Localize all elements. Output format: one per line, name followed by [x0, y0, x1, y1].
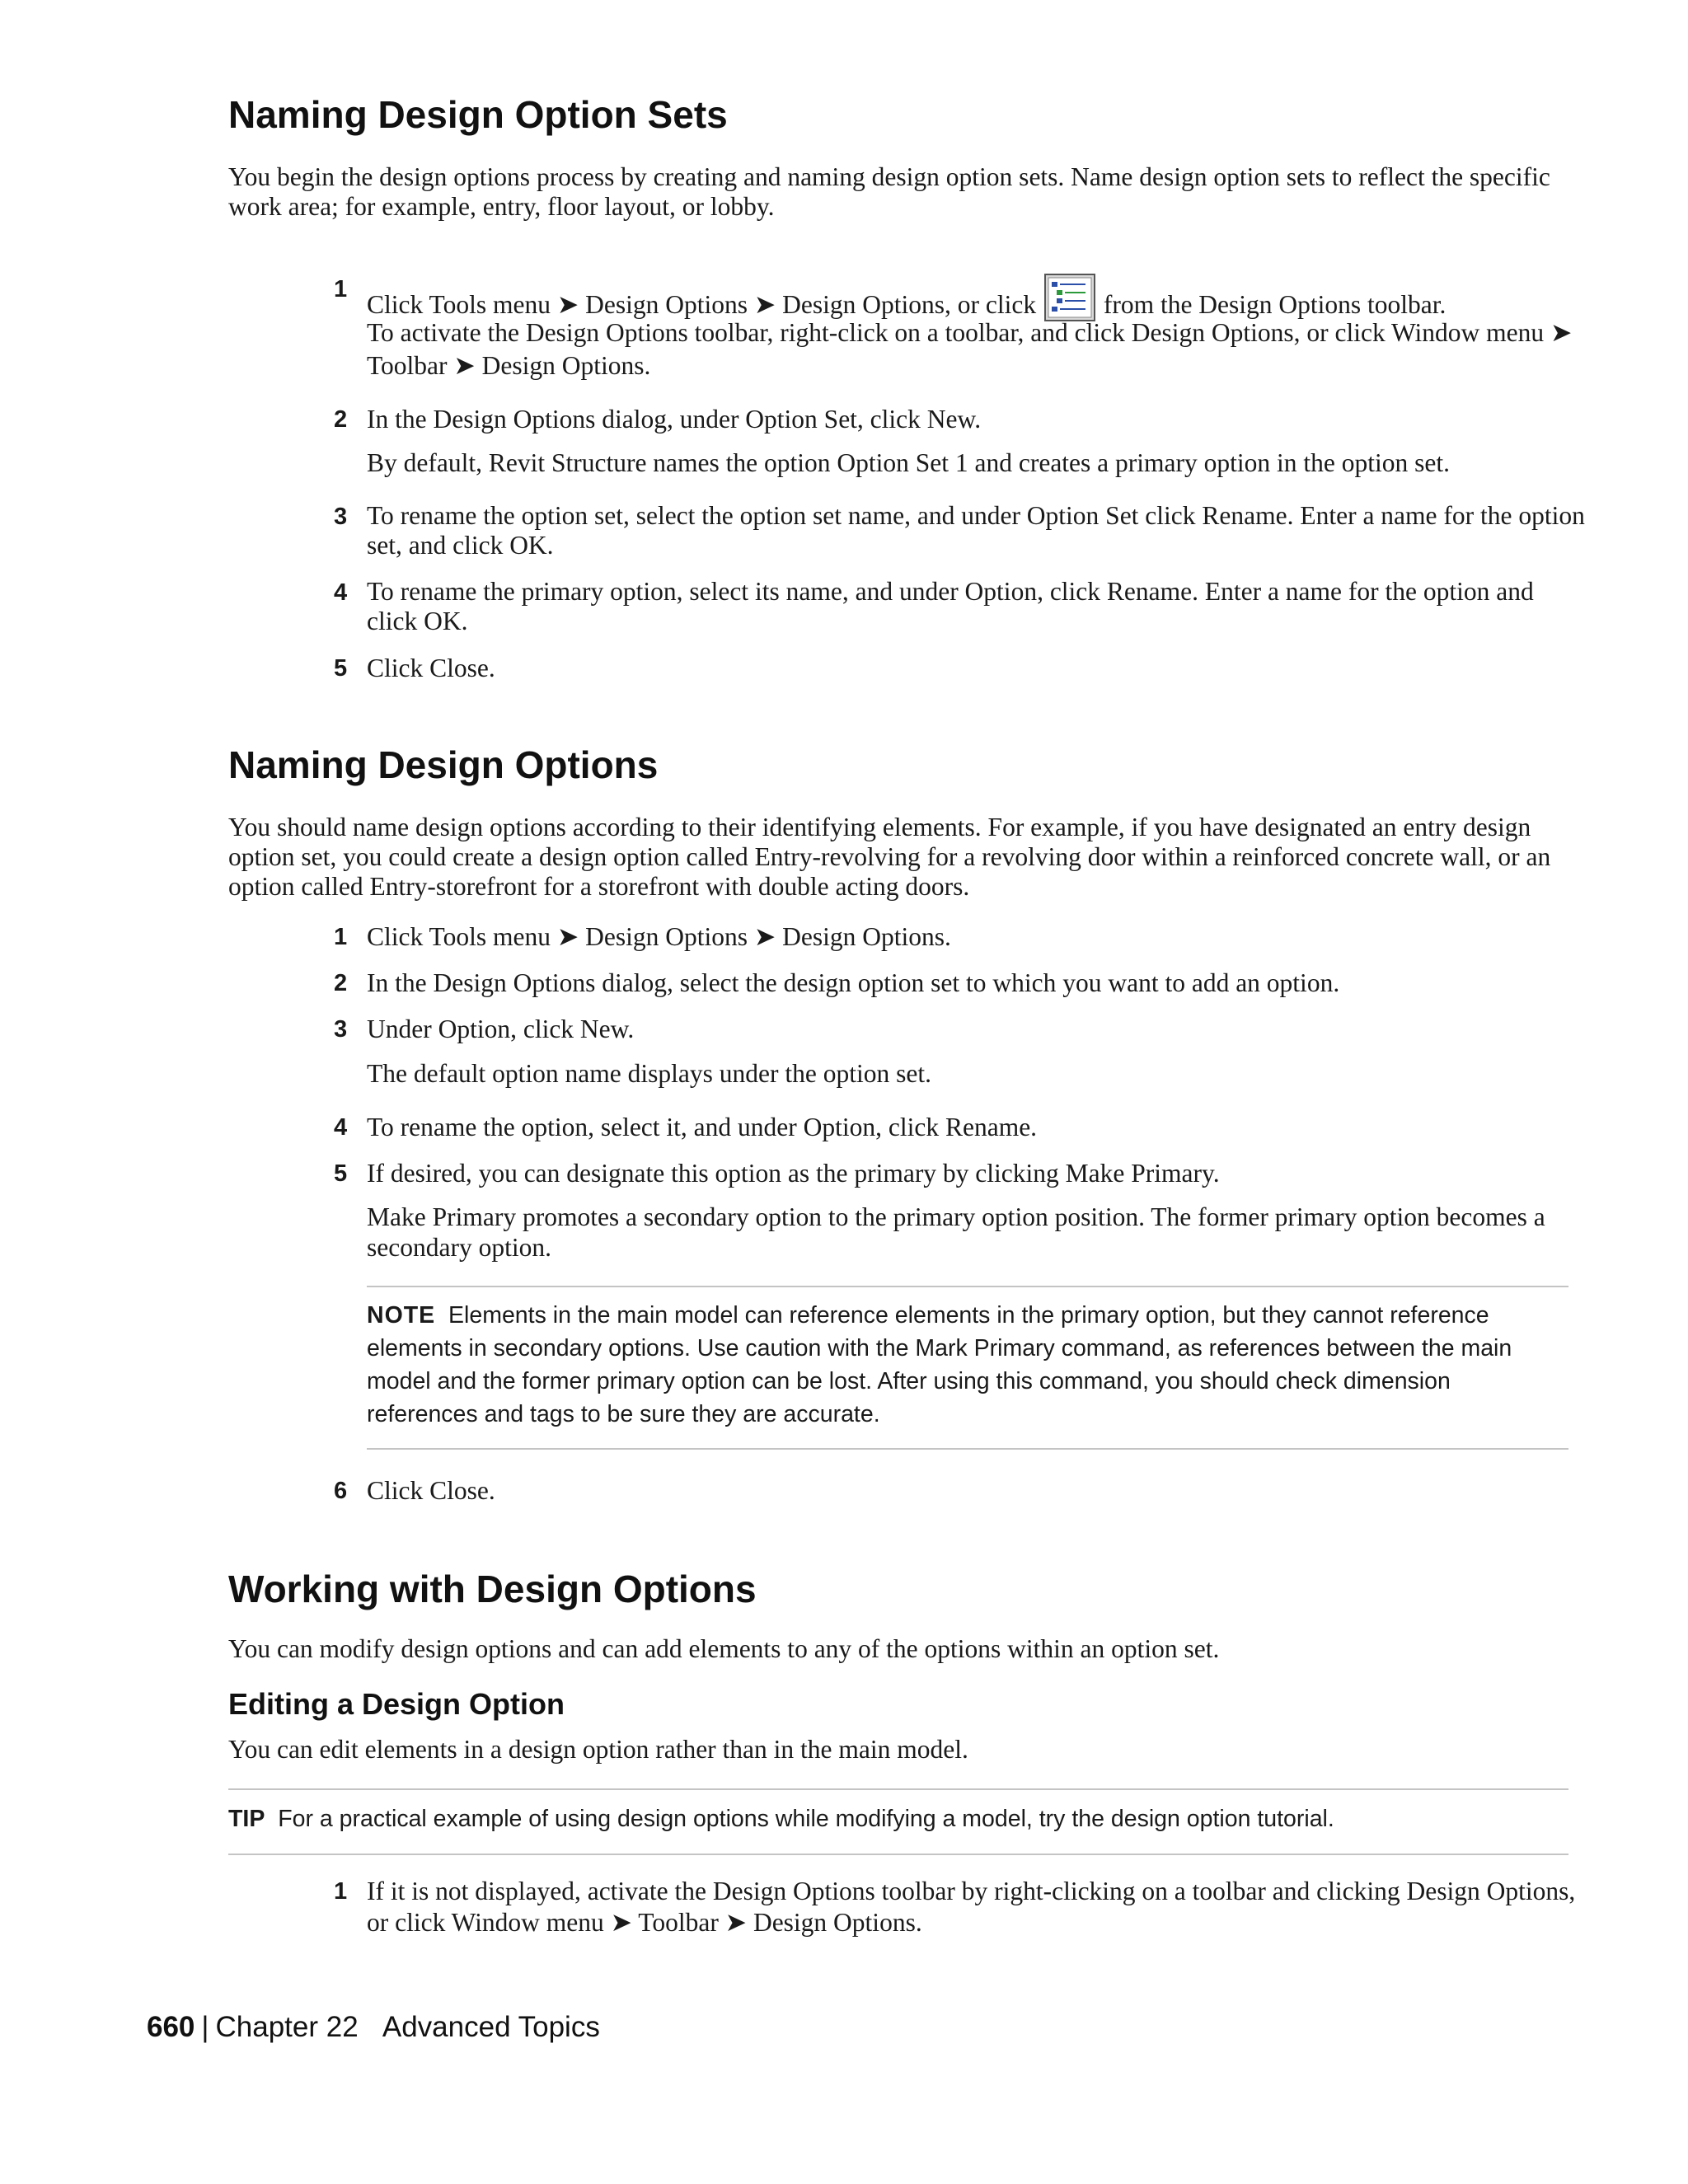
section1-step-1: 1 Click Tools menu ➤ Design Options ➤ Design Options, or click from the Design Options toolbar.	[334, 274, 1587, 321]
section2-step-1: 1 Click Tools menu ➤ Design Options ➤ Design Options.	[334, 922, 951, 951]
section1-step-4: 4 To rename the primary option, select its name, and under Option, click Rename. Enter a name for the option and click OK.	[334, 577, 1534, 635]
section2-step-3-subtext: The default option name displays under the option set.	[367, 1059, 931, 1088]
section2-intro: You should name design options according to their identifying elements. For example, if you have designated an entry design option set, you could create a design option called Entry-revolving for a revolving door within a reinforced concrete wall, or an option called Entry-storefront for a storefront with double acting doors.	[228, 813, 1551, 901]
note-top-divider	[367, 1286, 1568, 1287]
tip-callout	[228, 1802, 1580, 1835]
tip-top-divider	[228, 1788, 1568, 1790]
page-number: 660	[147, 2011, 195, 2043]
section3-step-1: 1 If it is not displayed, activate the Design Options toolbar by right-clicking on a toolbar and clicking Design Options, or click Window menu ➤ Toolbar ➤ Design Options.	[334, 1877, 1576, 1937]
section2-step-4: 4 To rename the option, select it, and under Option, click Rename.	[334, 1113, 1038, 1141]
section1-step-2-subtext: By default, Revit Structure names the option Option Set 1 and creates a primary option in the option set.	[367, 448, 1450, 477]
section-heading-naming-design-options: Naming Design Options	[228, 743, 659, 786]
section1-step-2: 2 In the Design Options dialog, under Option Set, click New.	[334, 405, 982, 434]
note-callout	[367, 1299, 1566, 1431]
footer-chapter-title: Advanced Topics	[382, 2011, 600, 2043]
section2-step-2: 2 In the Design Options dialog, select the design option set to which you want to add an option.	[334, 968, 1340, 997]
section2-step-6: 6 Click Close.	[334, 1476, 495, 1505]
section2-step-5-subtext: Make Primary promotes a secondary option to the primary option position. The former primary option becomes a secondary option.	[367, 1202, 1545, 1262]
section-heading-naming-design-option-sets: Naming Design Option Sets	[228, 93, 728, 136]
subheading-editing-a-design-option: Editing a Design Option	[228, 1687, 565, 1721]
page-footer	[147, 2009, 600, 2046]
section-heading-working-with-design-options: Working with Design Options	[228, 1568, 757, 1610]
section2-step-3: 3 Under Option, click New.	[334, 1015, 635, 1043]
section3-intro: You can modify design options and can add elements to any of the options within an option set.	[228, 1634, 1220, 1663]
note-bottom-divider	[367, 1448, 1568, 1450]
tip-bottom-divider	[228, 1854, 1568, 1855]
note-label: NOTE	[367, 1302, 436, 1329]
section1-intro: You begin the design options process by creating and naming design option sets. Name design option sets to reflect the specific work area; for example, entry, floor layout, or lobby.	[228, 162, 1550, 221]
tip-text: For a practical example of using design options while modifying a model, try the design option tutorial.	[278, 1806, 1334, 1832]
tip-label: TIP	[228, 1806, 265, 1832]
footer-separator: |	[201, 2011, 209, 2043]
note-text: Elements in the main model can reference elements in the primary option, but they cannot reference elements in secondary options. Use caution with the Mark Primary command, as references between the main model and the former primary option can be lost. After using this command, you should check dimension references and tags to be sure they are accurate.	[367, 1302, 1512, 1427]
section1-step-5: 5 Click Close.	[334, 654, 495, 682]
footer-chapter: Chapter 22	[215, 2011, 359, 2043]
section1-step-1-subtext: To activate the Design Options toolbar, right-click on a toolbar, and click Design Options, or click Window menu ➤ Toolbar ➤ Design Options.	[367, 318, 1573, 380]
section1-step-3: 3 To rename the option set, select the option set name, and under Option Set click Rename. Enter a name for the option set, and click OK.	[334, 501, 1585, 560]
section3-sub-intro: You can edit elements in a design option rather than in the main model.	[228, 1735, 968, 1764]
section2-step-5: 5 If desired, you can designate this option as the primary by clicking Make Primary.	[334, 1159, 1220, 1188]
design-options-icon	[1044, 274, 1095, 321]
